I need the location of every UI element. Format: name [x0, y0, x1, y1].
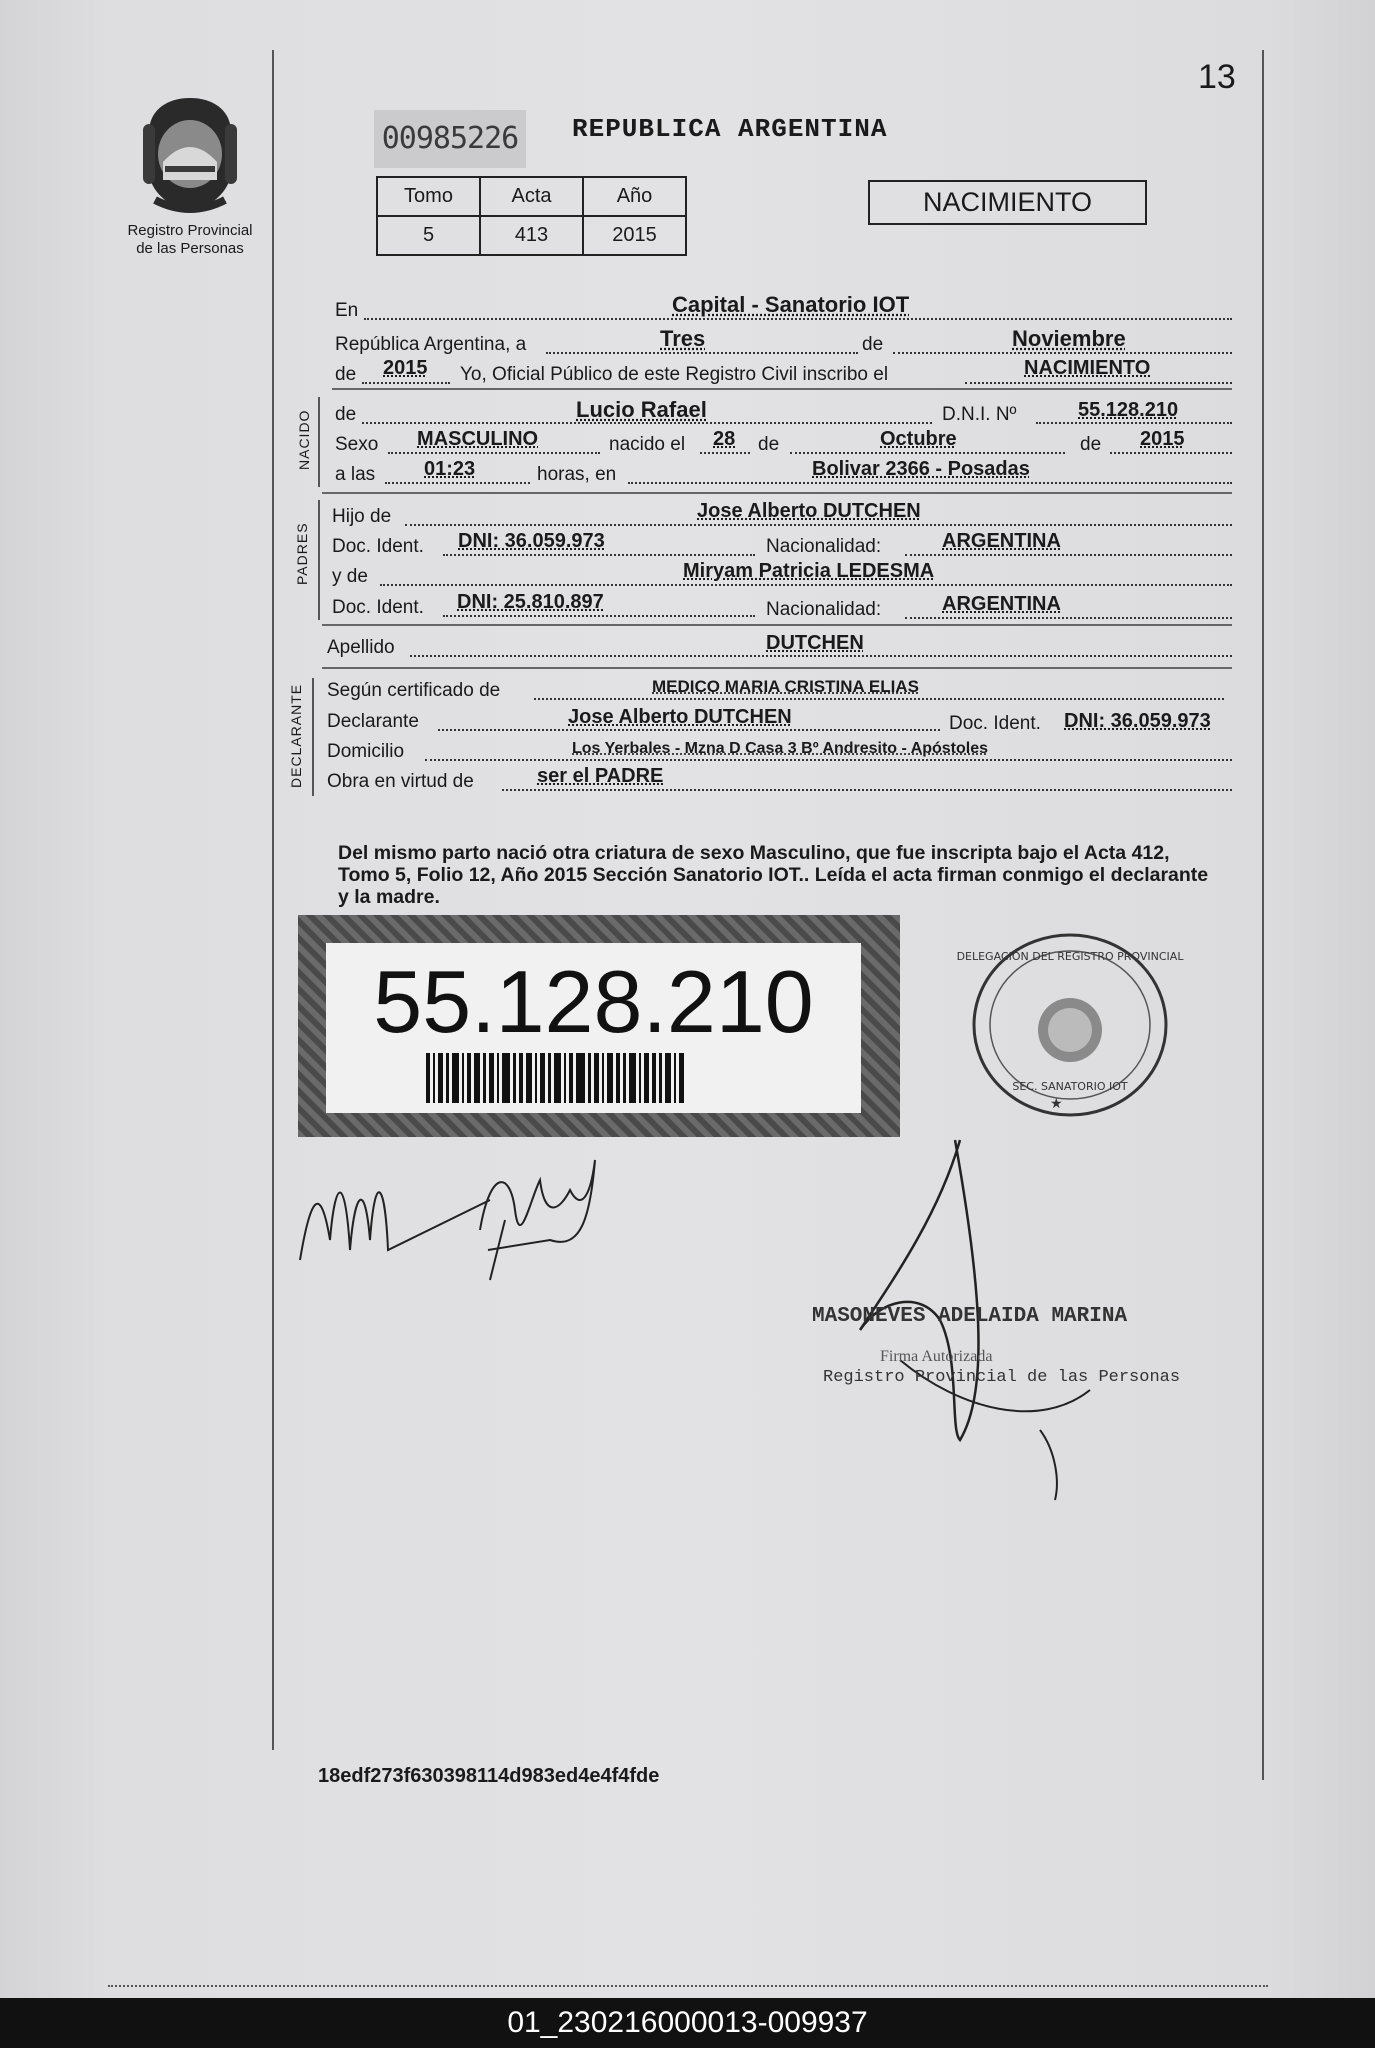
label-de-birth-year: de — [1080, 434, 1102, 455]
dotted-line — [905, 554, 1232, 556]
dni-sticker-label — [326, 943, 861, 1113]
value-doc-father: DNI: 36.059.973 — [458, 530, 605, 552]
dni-sticker — [298, 915, 900, 1137]
notes-paragraph: Del mismo parto nació otra criatura de sexo Masculino, que fue inscripta bajo el Acta 412, Tomo 5, Folio 12, Año 2015 Sección Sanatorio IOT.. Leída el acta firman conmigo el declarante y la madre. — [338, 842, 1209, 908]
declarante-bracket — [312, 678, 314, 796]
section-label-declarante: DECLARANTE — [288, 683, 304, 788]
label-nacionalidad-father: Nacionalidad: — [766, 536, 882, 557]
label-horas: horas, en — [537, 464, 617, 485]
value-inscribo: NACIMIENTO — [1024, 357, 1151, 379]
label-doc-ident-declarante: Doc. Ident. — [949, 713, 1041, 734]
value-year: 2015 — [383, 357, 428, 379]
value-birth-day: 28 — [713, 428, 736, 450]
label-de-month: de — [758, 434, 780, 455]
nacido-bracket — [318, 397, 320, 487]
dotted-line — [380, 584, 1232, 586]
label-obra: Obra en virtud de — [327, 771, 474, 792]
value-birth-month: Octubre — [880, 428, 957, 450]
value-declarante: Jose Alberto DUTCHEN — [568, 706, 792, 728]
record-table-cell: 413 — [480, 216, 583, 255]
bottom-dotted-line — [108, 1985, 1268, 1987]
record-table-header: Año — [583, 177, 686, 216]
label-y-de: y de — [332, 566, 368, 587]
footer-document-id: 01_230216000013-009937 — [0, 1998, 1375, 2048]
label-apellido: Apellido — [327, 637, 395, 658]
record-table-cell: 5 — [377, 216, 480, 255]
value-domicilio: Los Yerbales - Mzna D Casa 3 Bº Andresito - Apóstoles — [572, 740, 989, 757]
svg-text:★: ★ — [1050, 1096, 1063, 1112]
section-divider — [322, 667, 1232, 669]
label-doc-ident-mother: Doc. Ident. — [332, 597, 424, 618]
label-doc-ident-father: Doc. Ident. — [332, 536, 424, 557]
value-nacionalidad-father: ARGENTINA — [942, 530, 1061, 552]
dotted-line — [628, 482, 1232, 484]
label-de-name: de — [335, 404, 357, 425]
value-name: Lucio Rafael — [576, 397, 707, 422]
value-sexo: MASCULINO — [417, 428, 539, 450]
dotted-line — [443, 615, 755, 617]
record-table-header-row — [377, 177, 686, 216]
dotted-line — [534, 698, 1224, 700]
label-en: En — [335, 300, 359, 321]
label-hijo-de: Hijo de — [332, 506, 392, 527]
signatory-role: Firma Autorizada — [880, 1348, 993, 1365]
dotted-line — [502, 789, 1232, 791]
declarant-signature — [290, 1140, 610, 1280]
label-dni: D.N.I. Nº — [942, 404, 1017, 425]
value-obra: ser el PADRE — [537, 765, 664, 787]
dotted-line — [893, 352, 1232, 354]
registry-label-line1: Registro Provincial — [127, 222, 253, 239]
value-apellido: DUTCHEN — [766, 632, 864, 654]
label-de: de — [862, 334, 884, 355]
label-republica: República Argentina, a — [335, 334, 527, 355]
dotted-line — [388, 452, 600, 454]
label-declarante: Declarante — [327, 711, 419, 732]
oficial-text: Yo, Oficial Público de este Registro Civil inscribo el — [460, 364, 889, 385]
value-doc-declarante: DNI: 36.059.973 — [1064, 710, 1211, 732]
record-table-cell: 2015 — [583, 216, 686, 255]
document-hash: 18edf273f630398114d983ed4e4f4fde — [318, 1765, 660, 1787]
section-divider — [332, 388, 1232, 390]
dotted-line — [410, 655, 1232, 657]
signatory-name: MASONEVES ADELAIDA MARINA — [812, 1305, 1128, 1328]
stamp-inner-text: SEC. SANATORIO IOT — [1012, 1080, 1128, 1093]
registry-label-line2: de las Personas — [136, 240, 244, 257]
page-number: 13 — [1198, 58, 1236, 96]
registry-label — [115, 222, 265, 258]
right-margin-line — [1262, 50, 1264, 1780]
country-title: REPUBLICA ARGENTINA — [572, 114, 888, 144]
dotted-line — [362, 382, 450, 384]
dotted-line — [965, 382, 1232, 384]
value-doc-mother: DNI: 25.810.897 — [457, 591, 604, 613]
dotted-line — [700, 452, 750, 454]
label-nacido-el: nacido el — [609, 434, 686, 455]
label-a-las: a las — [335, 464, 376, 485]
dotted-line — [1110, 452, 1232, 454]
section-divider — [322, 624, 1232, 626]
dotted-line — [425, 759, 1232, 761]
label-nacionalidad-mother: Nacionalidad: — [766, 599, 882, 620]
dotted-line — [438, 729, 940, 731]
section-label-nacido: NACIDO — [296, 409, 312, 470]
record-table-value-row — [377, 216, 686, 255]
dotted-line — [790, 452, 1065, 454]
dotted-line — [405, 524, 1232, 526]
serial-number: 00985226 — [374, 110, 526, 168]
record-table — [376, 176, 687, 256]
signatory-office: Registro Provincial de las Personas — [823, 1368, 1181, 1387]
dotted-line — [905, 617, 1232, 619]
value-time: 01:23 — [424, 458, 476, 480]
stamp-ring-text: DELEGACION DEL REGISTRO PROVINCIAL — [956, 950, 1184, 963]
dotted-line — [546, 352, 858, 354]
label-segun: Según certificado de — [327, 680, 501, 701]
value-birth-year: 2015 — [1140, 428, 1185, 450]
registry-stamp — [956, 930, 1184, 1120]
value-father: Jose Alberto DUTCHEN — [697, 500, 921, 522]
record-type-box: NACIMIENTO — [868, 180, 1147, 225]
dotted-line — [1036, 422, 1232, 424]
value-month: Noviembre — [1012, 326, 1126, 351]
label-de-year: de — [335, 364, 357, 385]
dotted-line — [385, 482, 530, 484]
dni-sticker-number: 55.128.210 — [373, 952, 814, 1051]
padres-bracket — [318, 500, 320, 620]
record-table-header: Tomo — [377, 177, 480, 216]
section-divider — [322, 492, 1232, 494]
value-nacionalidad-mother: ARGENTINA — [942, 593, 1061, 615]
value-mother: Miryam Patricia LEDESMA — [683, 560, 935, 582]
dotted-line — [364, 318, 1232, 320]
label-sexo: Sexo — [335, 434, 379, 455]
value-day: Tres — [660, 326, 706, 351]
record-table-header: Acta — [480, 177, 583, 216]
value-segun: MEDICO MARIA CRISTINA ELIAS — [652, 677, 919, 696]
barcode — [426, 1053, 786, 1103]
value-location: Capital - Sanatorio IOT — [672, 292, 910, 317]
label-domicilio: Domicilio — [327, 741, 405, 762]
dotted-line — [443, 554, 755, 556]
value-place: Bolivar 2366 - Posadas — [812, 458, 1030, 480]
left-margin-line — [272, 50, 274, 1750]
provincial-seal-logo — [135, 92, 245, 217]
value-dni: 55.128.210 — [1078, 399, 1179, 421]
section-label-padres: PADRES — [294, 522, 310, 585]
